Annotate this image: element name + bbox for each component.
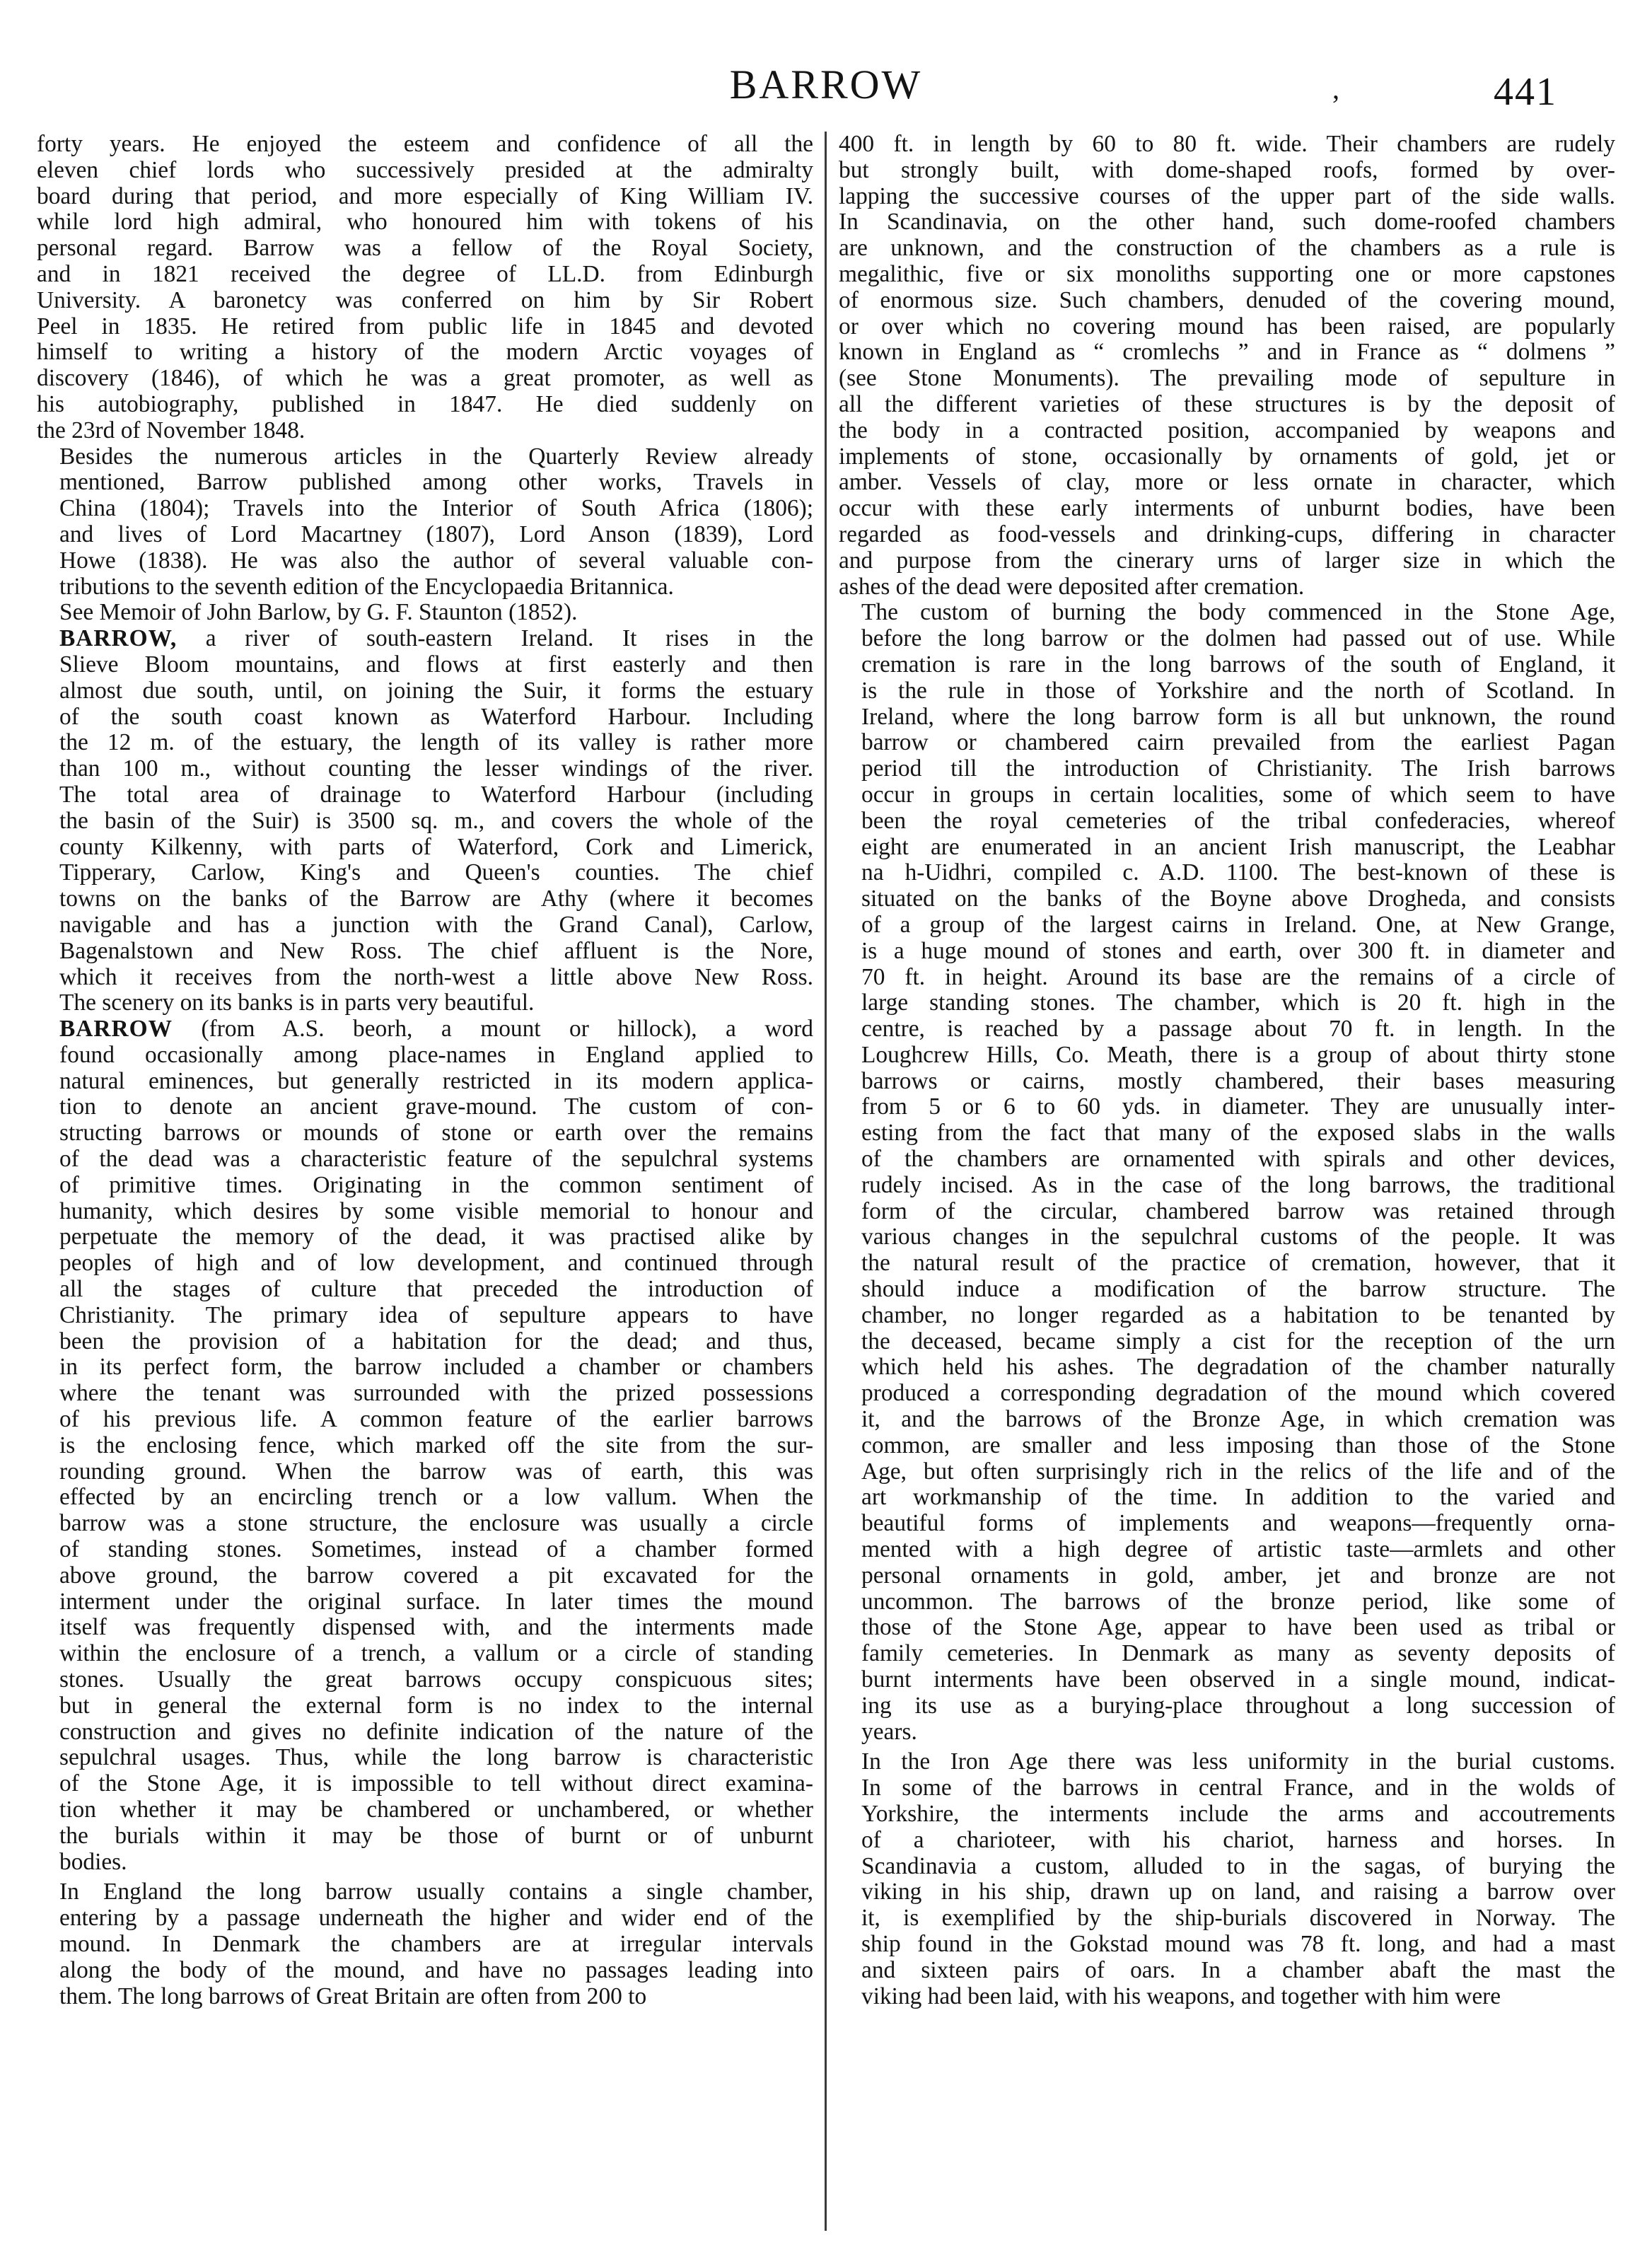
text-line: esting from the fact that many of the exposed slabs in the walls xyxy=(861,1120,1615,1147)
text-line: Age, but often surprisingly rich in the relics of the life and of the xyxy=(861,1458,1615,1485)
text-line: implements of stone, occasionally by ornaments of gold, jet or xyxy=(839,443,1615,470)
text-line: rounding ground. When the barrow was of earth, this was xyxy=(59,1458,813,1485)
text-line: Howe (1838). He was also the author of several valuable con- xyxy=(59,547,813,574)
text-line: See Memoir of John Barlow, by G. F. Staunton (1852). xyxy=(59,600,578,626)
text-line: The custom of burning the body commenced in the Stone Age, xyxy=(861,600,1615,626)
text-line: where the tenant was surrounded with the prized possessions xyxy=(59,1381,813,1407)
text-line: the 23rd of November 1848. xyxy=(37,417,306,443)
text-line: Peel in 1835. He retired from public life in 1845 and devoted xyxy=(37,313,813,339)
text-line: within the enclosure of a trench, a vallum or a circle of standing xyxy=(59,1641,813,1667)
text-line: stones. Usually the great barrows occupy conspicuous sites; xyxy=(59,1667,813,1693)
paragraph xyxy=(37,626,813,1016)
text-line: form of the circular, chambered barrow was retained through xyxy=(861,1198,1615,1224)
text-line: it, and the barrows of the Bronze Age, in which cremation was xyxy=(861,1407,1615,1433)
text-line: those of the Stone Age, appear to have been used as tribal or xyxy=(861,1615,1615,1641)
text-line: construction and gives no definite indication of the nature of the xyxy=(59,1719,813,1745)
text-line: bodies. xyxy=(59,1849,127,1875)
text-line: ing its use as a burying-place throughout a long succession of xyxy=(861,1693,1615,1719)
text-line: almost due south, until, on joining the Suir, it forms the estuary xyxy=(59,678,813,704)
text-line: of enormous size. Such chambers, denuded of the covering mound, xyxy=(839,287,1615,313)
text-line: chamber, no longer regarded as a habitation to be tenanted by xyxy=(861,1302,1615,1328)
text-line: uncommon. The barrows of the bronze period, like some of xyxy=(861,1589,1615,1615)
text-line: personal regard. Barrow was a fellow of the Royal Society, xyxy=(37,236,813,262)
text-line: of the south coast known as Waterford Harbour. Including xyxy=(59,704,813,730)
text-line: barrow or chambered cairn prevailed from the earliest Pagan xyxy=(861,730,1615,756)
text-line: tion whether it may be chambered or unchambered, or whether xyxy=(59,1797,813,1823)
text-line: and purpose from the cinerary urns of larger size in which the xyxy=(839,547,1615,574)
text-line: ashes of the dead were deposited after cremation. xyxy=(839,574,1305,600)
text-line: the 12 m. of the estuary, the length of its valley is rather more xyxy=(59,730,813,756)
text-line: amber. Vessels of clay, more or less ornate in character, which xyxy=(839,470,1615,496)
text-line: found occasionally among place-names in England applied to xyxy=(59,1042,813,1068)
text-line: eleven chief lords who successively presided at the admiralty xyxy=(37,157,813,183)
text-line: which it receives from the north-west a little above New Ross. xyxy=(59,964,813,990)
text-line: effected by an encircling trench or a low vallum. When the xyxy=(59,1485,813,1511)
text-line: himself to writing a history of the modern Arctic voyages of xyxy=(37,339,813,366)
text-line: mound. In Denmark the chambers are at irregular intervals xyxy=(59,1931,813,1957)
paragraph xyxy=(37,444,813,600)
text-line: In some of the barrows in central France, and in the wolds of xyxy=(861,1775,1615,1801)
text-line: Bagenalstown and New Ross. The chief affluent is the Nore, xyxy=(59,938,813,964)
text-line: known in England as “ cromlechs ” and in France as “ dolmens ” xyxy=(839,339,1615,366)
text-line: Tipperary, Carlow, King's and Queen's counties. The chief xyxy=(59,860,813,886)
text-line: (see Stone Monuments). The prevailing mode of sepulture in xyxy=(839,366,1615,392)
text-line: The scenery on its banks is in parts very beautiful. xyxy=(59,990,535,1016)
text-line: interment under the original surface. In later times the mound xyxy=(59,1589,813,1615)
text-line: In Scandinavia, on the other hand, such dome-roofed chambers xyxy=(839,209,1615,236)
text-line: regarded as food-vessels and drinking-cups, differing in character xyxy=(839,521,1615,547)
text-line: and lives of Lord Macartney (1807), Lord Anson (1839), Lord xyxy=(59,521,813,547)
text-line: should induce a modification of the barrow structure. The xyxy=(861,1277,1615,1303)
text-line: perpetuate the memory of the dead, it was practised alike by xyxy=(59,1224,813,1250)
text-line: it, is exemplified by the ship-burials discovered in Norway. The xyxy=(861,1905,1615,1932)
text-line: eight are enumerated in an ancient Irish manuscript, the Leabhar xyxy=(861,834,1615,860)
text-line: peoples of high and of low development, and continued through xyxy=(59,1250,813,1277)
text-line: been the royal cemeteries of the tribal confederacies, whereof xyxy=(861,808,1615,834)
text-line: his autobiography, published in 1847. He died suddenly on xyxy=(37,391,813,417)
text-line: is the rule in those of Yorkshire and the north of Scotland. In xyxy=(861,678,1615,704)
text-line: In England the long barrow usually contains a single chamber, xyxy=(59,1879,813,1905)
text-line: China (1804); Travels into the Interior of South Africa (1806); xyxy=(59,496,813,522)
text-line-body: a river of south-eastern Ireland. It rises in the xyxy=(177,626,813,652)
text-line: but in general the external form is no index to the internal xyxy=(59,1693,813,1719)
text-line: occur in groups in certain localities, some of which seem to have xyxy=(861,782,1615,808)
text-line: beautiful forms of implements and weapons—frequently orna- xyxy=(861,1511,1615,1537)
text-line: Besides the numerous articles in the Quarterly Review already xyxy=(59,443,813,470)
text-line: are unknown, and the construction of the chambers as a rule is xyxy=(839,236,1615,262)
text-line: county Kilkenny, with parts of Waterford, Cork and Limerick, xyxy=(59,834,813,860)
text-line: all the different varieties of these structures is by the deposit of xyxy=(839,391,1615,417)
text-line: of his previous life. A common feature of the earlier barrows xyxy=(59,1407,813,1433)
text-line: The total area of drainage to Waterford Harbour (including xyxy=(59,782,813,808)
text-line: personal ornaments in gold, amber, jet and bronze are not xyxy=(861,1562,1615,1589)
text-line: art workmanship of the time. In addition to the varied and xyxy=(861,1485,1615,1511)
page-number: 441 xyxy=(1494,70,1557,114)
text-line: period till the introduction of Christianity. The Irish barrows xyxy=(861,756,1615,782)
text-line: of the chambers are ornamented with spirals and other devices, xyxy=(861,1147,1615,1173)
text-line: tion to denote an ancient grave-mound. The custom of con- xyxy=(59,1094,813,1120)
text-line: mentioned, Barrow published among other works, Travels in xyxy=(59,470,813,496)
text-line: while lord high admiral, who honoured him with tokens of his xyxy=(37,209,813,236)
page-header xyxy=(0,57,1652,113)
text-line: Scandinavia a custom, alluded to in the sagas, of burying the xyxy=(861,1853,1615,1879)
text-line: burnt interments have been observed in a single mound, indicat- xyxy=(861,1667,1615,1693)
text-line: is the enclosing fence, which marked off the site from the sur- xyxy=(59,1432,813,1458)
text-line: cremation is rare in the long barrows of the south of England, it xyxy=(861,651,1615,678)
text-line: before the long barrow or the dolmen had passed out of use. While xyxy=(861,626,1615,652)
text-line: or over which no covering mound has been raised, are popularly xyxy=(839,313,1615,339)
text-line: the natural result of the practice of cremation, however, that it xyxy=(861,1250,1615,1277)
text-line: produced a corresponding degradation of the mound which covered xyxy=(861,1381,1615,1407)
text-line: of a group of the largest cairns in Ireland. One, at New Grange, xyxy=(861,912,1615,938)
text-line: of the Stone Age, it is impossible to tell without direct examina- xyxy=(59,1771,813,1797)
text-line: of the dead was a characteristic feature of the sepulchral systems xyxy=(59,1147,813,1173)
text-line: which held his ashes. The degradation of the chamber naturally xyxy=(861,1354,1615,1381)
text-line: of standing stones. Sometimes, instead of a chamber formed xyxy=(59,1537,813,1563)
text-line: of primitive times. Originating in the common sentiment of xyxy=(59,1172,813,1198)
text-line: been the provision of a habitation for the dead; and thus, xyxy=(59,1328,813,1354)
text-line: sepulchral usages. Thus, while the long barrow is characteristic xyxy=(59,1745,813,1771)
text-line: but strongly built, with dome-shaped roofs, formed by over- xyxy=(839,157,1615,183)
text-line: humanity, which desires by some visible memorial to honour and xyxy=(59,1198,813,1224)
text-line: 400 ft. in length by 60 to 80 ft. wide. Their chambers are rudely xyxy=(839,132,1615,157)
paragraph xyxy=(37,600,813,626)
text-line: rudely incised. As in the case of the long barrows, the traditional xyxy=(861,1172,1615,1198)
text-line: barrow was a stone structure, the enclosure was usually a circle xyxy=(59,1511,813,1537)
text-line: is a huge mound of stones and earth, over 300 ft. in diameter and xyxy=(861,938,1615,964)
paragraph xyxy=(839,600,1615,1745)
running-title: BARROW xyxy=(729,62,923,108)
text-line: the deceased, became simply a cist for the reception of the urn xyxy=(861,1328,1615,1354)
text-line: 70 ft. in height. Around its base are the remains of a circle of xyxy=(861,964,1615,990)
text-line: all the stages of culture that preceded the introduction of xyxy=(59,1277,813,1303)
text-line: of a charioteer, with his chariot, harness and horses. In xyxy=(861,1827,1615,1853)
text-line: the burials within it may be those of burnt or of unburnt xyxy=(59,1823,813,1849)
text-line: situated on the banks of the Boyne above Drogheda, and consists xyxy=(861,886,1615,912)
text-line: Ireland, where the long barrow form is all but unknown, the round xyxy=(861,704,1615,730)
text-line: common, are smaller and less imposing than those of the Stone xyxy=(861,1432,1615,1458)
text-line: above ground, the barrow covered a pit excavated for the xyxy=(59,1562,813,1589)
text-line: Yorkshire, the interments include the arms and accoutrements xyxy=(861,1801,1615,1827)
text-line: navigable and has a junction with the Grand Canal), Carlow, xyxy=(59,912,813,938)
text-line: in its perfect form, the barrow included a chamber or chambers xyxy=(59,1354,813,1381)
text-line: lapping the successive courses of the upper part of the side walls. xyxy=(839,183,1615,209)
text-line: discovery (1846), of which he was a great promoter, as well as xyxy=(37,366,813,392)
text-line xyxy=(37,626,813,652)
text-line: from 5 or 6 to 60 yds. in diameter. They are unusually inter- xyxy=(861,1094,1615,1120)
column-rule xyxy=(825,132,827,2231)
text-line-body: (from A.S. beorh, a mount or hillock), a word xyxy=(172,1016,813,1043)
paragraph xyxy=(37,1016,813,1875)
text-line: entering by a passage underneath the higher and wider end of the xyxy=(59,1905,813,1932)
text-line: Christianity. The primary idea of sepulture appears to have xyxy=(59,1302,813,1328)
text-line: barrows or cairns, mostly chambered, their bases measuring xyxy=(861,1068,1615,1094)
left-column xyxy=(37,132,813,2246)
text-line: towns on the banks of the Barrow are Athy (where it becomes xyxy=(59,886,813,912)
text-line: mented with a high degree of artistic taste—armlets and other xyxy=(861,1537,1615,1563)
paragraph xyxy=(839,1749,1615,2009)
text-line: them. The long barrows of Great Britain are often from 200 to xyxy=(59,1983,647,2009)
text-line: the basin of the Suir) is 3500 sq. m., and covers the whole of the xyxy=(59,808,813,834)
paragraph xyxy=(37,1879,813,2009)
text-line: years. xyxy=(861,1719,917,1745)
text-line: tributions to the seventh edition of the Encyclopaedia Britannica. xyxy=(59,574,674,600)
entry-headword: BARROW xyxy=(59,1016,173,1043)
text-line: ship found in the Gokstad mound was 78 ft. long, and had a mast xyxy=(861,1931,1615,1957)
text-line: along the body of the mound, and have no passages leading into xyxy=(59,1957,813,1983)
text-line xyxy=(37,1016,813,1043)
text-line: large standing stones. The chamber, which is 20 ft. high in the xyxy=(861,990,1615,1016)
text-line: board during that period, and more especially of King William IV. xyxy=(37,183,813,209)
header-mark: , xyxy=(1332,73,1339,105)
text-line: various changes in the sepulchral customs of the people. It was xyxy=(861,1224,1615,1250)
paragraph xyxy=(37,132,813,444)
right-column xyxy=(839,132,1615,2246)
text-line: na h-Uidhri, compiled c. A.D. 1100. The best-known of these is xyxy=(861,860,1615,886)
paragraph xyxy=(839,132,1615,600)
text-line: viking had been laid, with his weapons, and together with him were xyxy=(861,1983,1501,2009)
text-line: natural eminences, but generally restricted in its modern applica- xyxy=(59,1068,813,1094)
text-line: and sixteen pairs of oars. In a chamber abaft the mast the xyxy=(861,1957,1615,1983)
text-line: centre, is reached by a passage about 70 ft. in length. In the xyxy=(861,1016,1615,1043)
text-line: Loughcrew Hills, Co. Meath, there is a group of about thirty stone xyxy=(861,1042,1615,1068)
text-line: than 100 m., without counting the lesser windings of the river. xyxy=(59,756,813,782)
text-line: family cemeteries. In Denmark as many as seventy deposits of xyxy=(861,1641,1615,1667)
text-line: forty years. He enjoyed the esteem and confidence of all the xyxy=(37,132,813,157)
text-line: occur with these early interments of unburnt bodies, have been xyxy=(839,496,1615,522)
text-line: itself was frequently dispensed with, and the interments made xyxy=(59,1615,813,1641)
text-line: Slieve Bloom mountains, and flows at first easterly and then xyxy=(59,651,813,678)
text-line: structing barrows or mounds of stone or earth over the remains xyxy=(59,1120,813,1147)
text-line: megalithic, five or six monoliths supporting one or more capstones xyxy=(839,261,1615,287)
text-line: the body in a contracted position, accompanied by weapons and xyxy=(839,417,1615,443)
text-line: In the Iron Age there was less uniformity in the burial customs. xyxy=(861,1749,1615,1775)
entry-headword: BARROW, xyxy=(59,626,178,652)
text-line: University. A baronetcy was conferred on him by Sir Robert xyxy=(37,287,813,313)
text-line: and in 1821 received the degree of LL.D. from Edinburgh xyxy=(37,261,813,287)
text-line: viking in his ship, drawn up on land, and raising a barrow over xyxy=(861,1879,1615,1905)
